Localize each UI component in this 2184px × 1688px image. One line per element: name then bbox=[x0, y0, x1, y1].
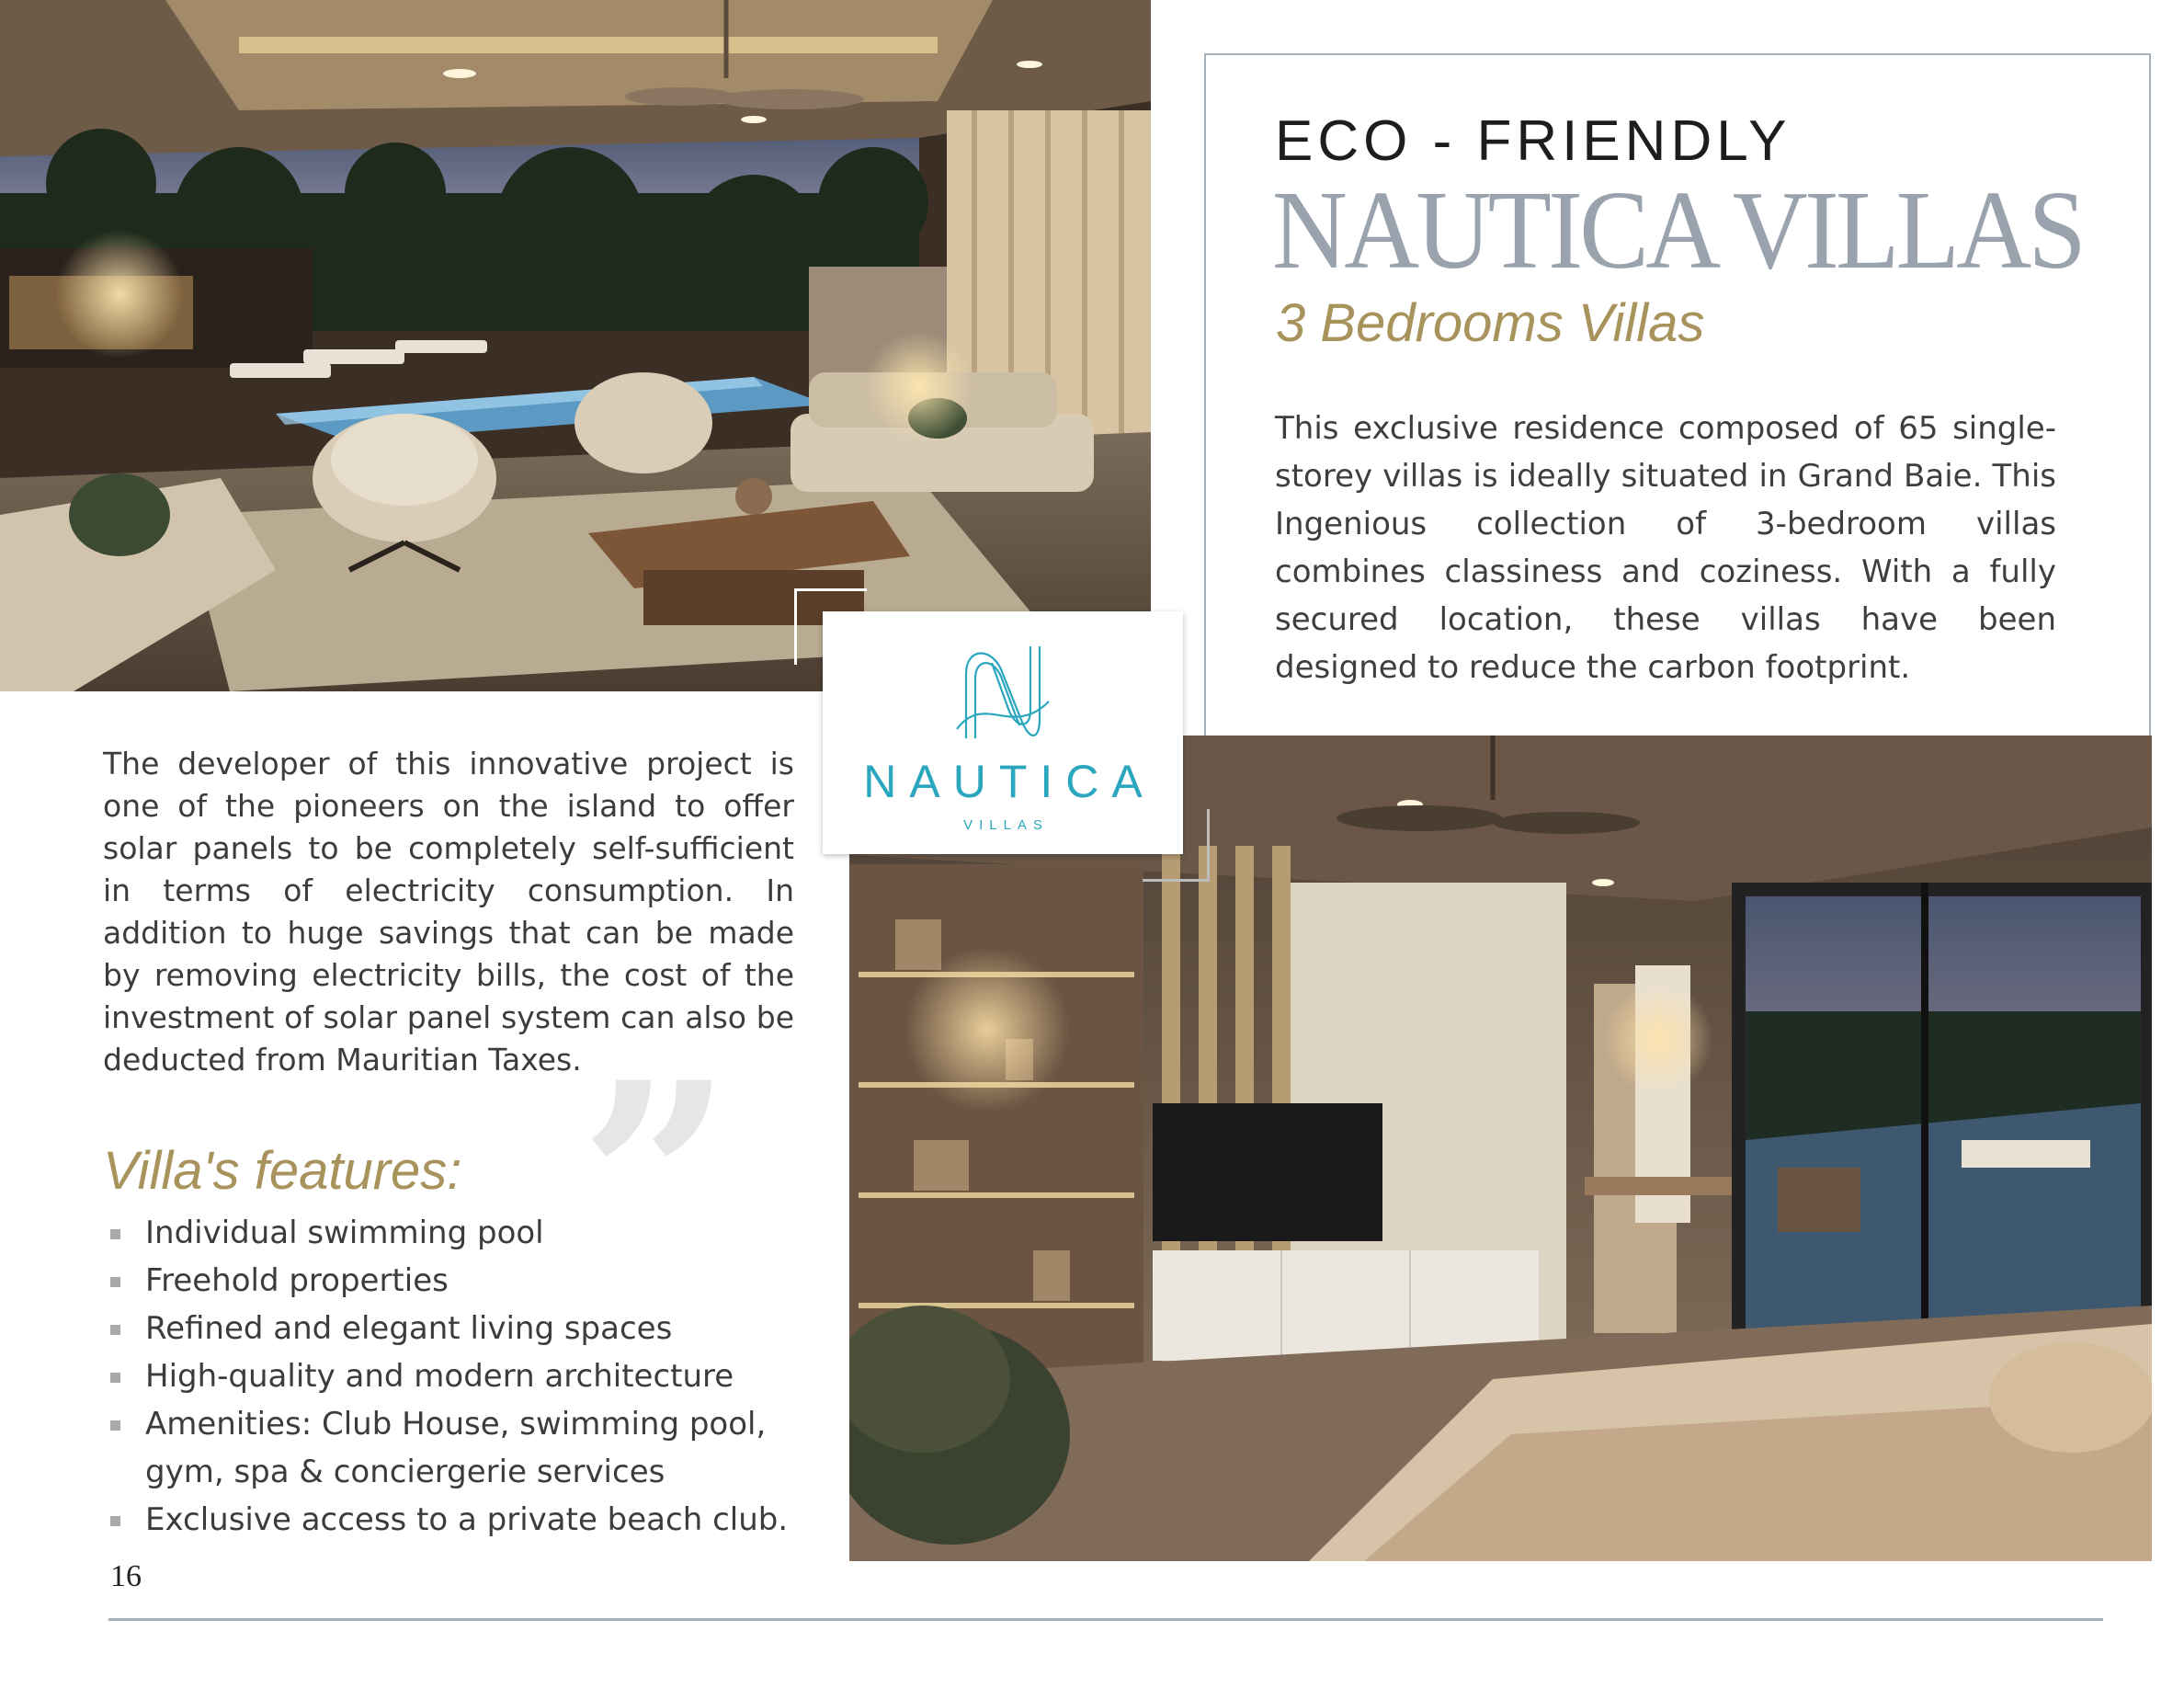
features-heading: Villa's features: bbox=[103, 1141, 462, 1201]
quote-icon: ” bbox=[579, 1025, 733, 1338]
nautica-monogram-icon bbox=[948, 637, 1058, 747]
list-item bbox=[103, 1496, 802, 1544]
list-item bbox=[103, 1209, 802, 1257]
bullet-icon bbox=[110, 1277, 120, 1287]
feature-label: Exclusive access to a private beach club. bbox=[145, 1501, 789, 1538]
living-room-photo bbox=[0, 0, 1151, 691]
feature-label: Individual swimming pool bbox=[145, 1215, 544, 1251]
logo-wordmark: NAUTICA bbox=[863, 756, 1155, 807]
subtitle: 3 Bedrooms Villas bbox=[1276, 293, 1705, 353]
bullet-icon bbox=[110, 1325, 120, 1335]
feature-label: Refined and elegant living spaces bbox=[145, 1310, 673, 1347]
list-item bbox=[103, 1257, 802, 1305]
bullet-icon bbox=[110, 1516, 120, 1526]
eyebrow-title: ECO - FRIENDLY bbox=[1275, 109, 1792, 173]
list-item bbox=[103, 1352, 802, 1400]
developer-paragraph: The developer of this innovative project is one of the pioneers on the island to offer solar panels to be completely self-sufficient in terms of electricity consumption. In addition to huge savings that can be made by removing electricity bills, the cost of the investment of solar panel system can also be deducted from Mauritian Taxes. bbox=[103, 746, 794, 1078]
feature-label: High-quality and modern architecture bbox=[145, 1358, 734, 1395]
logo-subtext: VILLAS bbox=[963, 817, 1049, 833]
list-item bbox=[103, 1400, 802, 1496]
bullet-icon bbox=[110, 1373, 120, 1383]
feature-label: Amenities: Club House, swimming pool, gym, spa & conciergerie services bbox=[145, 1406, 767, 1490]
corner-bracket-bottom bbox=[1143, 809, 1210, 882]
intro-paragraph: This exclusive residence composed of 65 single-storey villas is ideally situated in Grand Baie. This Ingenious collection of 3-bedroom villas combines classiness and coziness. With a fully secured location, these villas have been designed to reduce the carbon footprint. bbox=[1275, 410, 2056, 686]
brand-logo-card bbox=[823, 611, 1183, 854]
bedroom-illustration bbox=[849, 736, 2152, 1561]
living-room-illustration bbox=[0, 0, 1151, 691]
page-number: 16 bbox=[110, 1559, 142, 1593]
list-item bbox=[103, 1305, 802, 1352]
feature-label: Freehold properties bbox=[145, 1262, 449, 1299]
bedroom-photo bbox=[849, 736, 2152, 1561]
features-list bbox=[103, 1209, 802, 1544]
bullet-icon bbox=[110, 1420, 120, 1431]
bullet-icon bbox=[110, 1229, 120, 1239]
page-title: NAUTICA VILLAS bbox=[1272, 168, 2083, 292]
footer-divider bbox=[108, 1618, 2103, 1621]
